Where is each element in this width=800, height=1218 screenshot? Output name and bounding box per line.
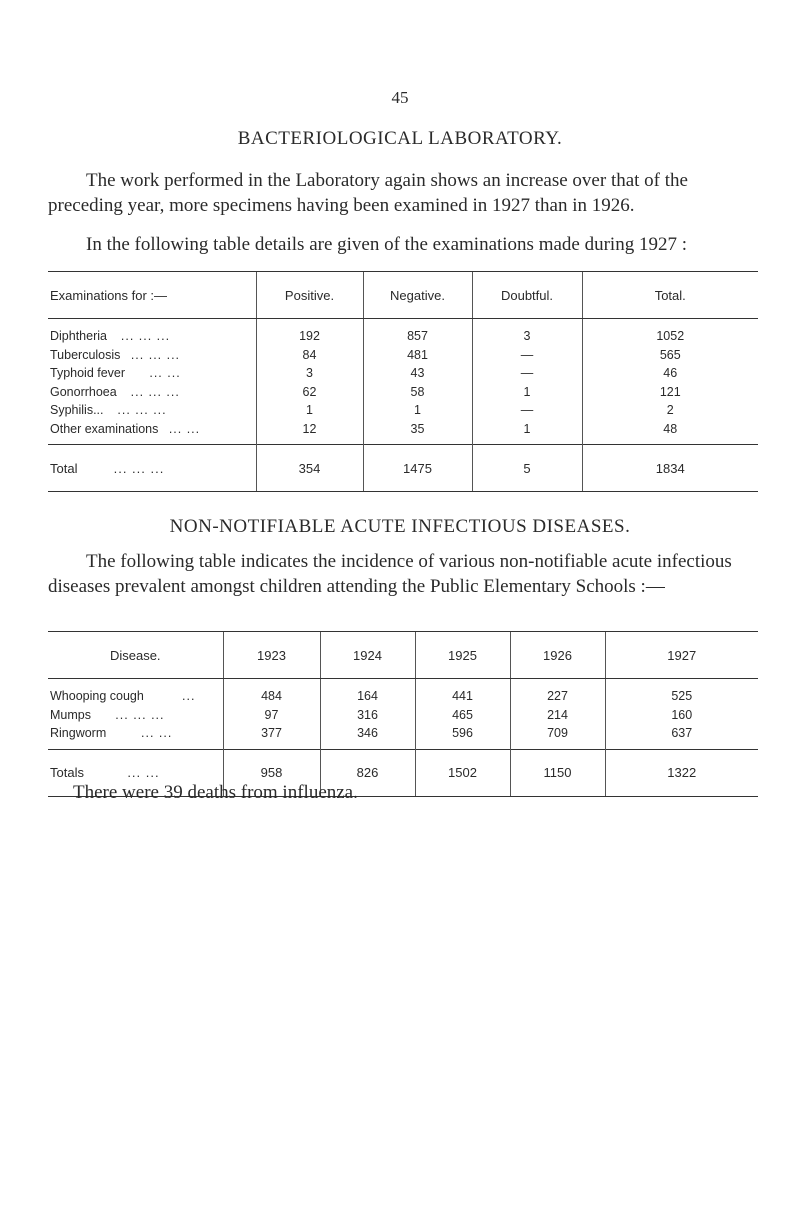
- diseases-intro-text: The following table indicates the incidence of various non-notifiable acute infectious diseases prevalent amongst children attending the Public Elementary Schools :—: [48, 551, 732, 597]
- row-label: Syphilis... ... ... ...: [50, 403, 167, 418]
- total-1927: 1322: [605, 749, 758, 796]
- total-total: 1834: [582, 445, 758, 492]
- total-1926: 1150: [510, 749, 605, 796]
- cell-positive: 192: [256, 319, 363, 346]
- cell-1926: 214: [510, 706, 605, 725]
- cell-total: 121: [582, 383, 758, 402]
- examinations-table: [48, 271, 758, 492]
- cell-total: 2: [582, 401, 758, 420]
- cell-negative: 1: [363, 401, 472, 420]
- page-number: 45: [391, 88, 409, 107]
- row-label: Typhoid fever ... ...: [50, 366, 181, 381]
- header-examinations-for: Examinations for :—: [48, 272, 256, 319]
- row-label: Mumps ... ... ...: [50, 707, 165, 722]
- total-row-label: Totals ... ...: [48, 749, 223, 796]
- influenza-note: There were 39 deaths from influenza.: [73, 782, 358, 803]
- cell-1924: 346: [320, 724, 415, 749]
- table-row: [48, 724, 758, 749]
- lab-intro-text: The work performed in the Laboratory again shows an increase over that of the preceding year, more specimens having been examined in 1927 than in 1926.: [48, 170, 688, 216]
- lab-section-title: BACTERIOLOGICAL LABORATORY.: [237, 128, 563, 149]
- table-row: [48, 383, 758, 402]
- cell-negative: 58: [363, 383, 472, 402]
- cell-1927: 160: [605, 706, 758, 725]
- cell-1923: 377: [223, 724, 320, 749]
- table-row: [48, 679, 758, 706]
- table-row: [48, 706, 758, 725]
- cell-total: 48: [582, 420, 758, 445]
- row-label: Other examinations ... ...: [50, 421, 201, 436]
- row-label: Ringworm ... ...: [50, 726, 173, 741]
- header-doubtful: Doubtful.: [472, 272, 582, 319]
- lab-table-intro-text: In the following table details are given of the examinations made during 1927 :: [86, 234, 687, 255]
- table-row: [48, 319, 758, 346]
- header-negative: Negative.: [363, 272, 472, 319]
- cell-1926: 227: [510, 679, 605, 706]
- cell-total: 1052: [582, 319, 758, 346]
- cell-negative: 43: [363, 364, 472, 383]
- total-negative: 1475: [363, 445, 472, 492]
- table-row: [48, 420, 758, 445]
- cell-1927: 637: [605, 724, 758, 749]
- cell-1925: 596: [415, 724, 510, 749]
- diseases-intro-paragraph: [48, 549, 758, 599]
- examinations-header-row: [48, 272, 758, 319]
- cell-positive: 12: [256, 420, 363, 445]
- cell-doubtful: 1: [472, 420, 582, 445]
- header-1925: 1925: [415, 632, 510, 679]
- cell-positive: 62: [256, 383, 363, 402]
- header-total: Total.: [582, 272, 758, 319]
- cell-1924: 316: [320, 706, 415, 725]
- header-1927: 1927: [605, 632, 758, 679]
- cell-1927: 525: [605, 679, 758, 706]
- lab-intro-paragraph: [48, 168, 758, 218]
- cell-1925: 441: [415, 679, 510, 706]
- total-row: [48, 445, 758, 492]
- row-label: Tuberculosis ... ... ...: [50, 347, 181, 362]
- diseases-section-title: NON-NOTIFIABLE ACUTE INFECTIOUS DISEASES.: [169, 516, 631, 537]
- table-row: [48, 346, 758, 365]
- header-positive: Positive.: [256, 272, 363, 319]
- cell-negative: 481: [363, 346, 472, 365]
- total-positive: 354: [256, 445, 363, 492]
- diseases-table: [48, 631, 758, 797]
- cell-doubtful: 3: [472, 319, 582, 346]
- header-1924: 1924: [320, 632, 415, 679]
- cell-negative: 35: [363, 420, 472, 445]
- total-1925: 1502: [415, 749, 510, 796]
- table-row: [48, 364, 758, 383]
- row-label: Whooping cough ...: [50, 689, 196, 704]
- cell-doubtful: —: [472, 364, 582, 383]
- cell-positive: 1: [256, 401, 363, 420]
- diseases-header-row: [48, 632, 758, 679]
- cell-doubtful: —: [472, 346, 582, 365]
- cell-total: 46: [582, 364, 758, 383]
- cell-1923: 97: [223, 706, 320, 725]
- cell-negative: 857: [363, 319, 472, 346]
- cell-positive: 84: [256, 346, 363, 365]
- lab-table-intro-paragraph: [48, 232, 758, 257]
- total-1923: 958: [223, 749, 320, 796]
- cell-positive: 3: [256, 364, 363, 383]
- table-row: [48, 401, 758, 420]
- cell-total: 565: [582, 346, 758, 365]
- cell-doubtful: 1: [472, 383, 582, 402]
- row-label: Diphtheria ... ... ...: [50, 329, 171, 344]
- cell-doubtful: —: [472, 401, 582, 420]
- cell-1923: 484: [223, 679, 320, 706]
- header-disease: Disease.: [48, 632, 223, 679]
- total-1924: 826: [320, 749, 415, 796]
- header-1926: 1926: [510, 632, 605, 679]
- header-1923: 1923: [223, 632, 320, 679]
- row-label: Gonorrhoea ... ... ...: [50, 384, 180, 399]
- total-doubtful: 5: [472, 445, 582, 492]
- cell-1926: 709: [510, 724, 605, 749]
- cell-1924: 164: [320, 679, 415, 706]
- cell-1925: 465: [415, 706, 510, 725]
- total-row-label: Total ... ... ...: [48, 445, 256, 492]
